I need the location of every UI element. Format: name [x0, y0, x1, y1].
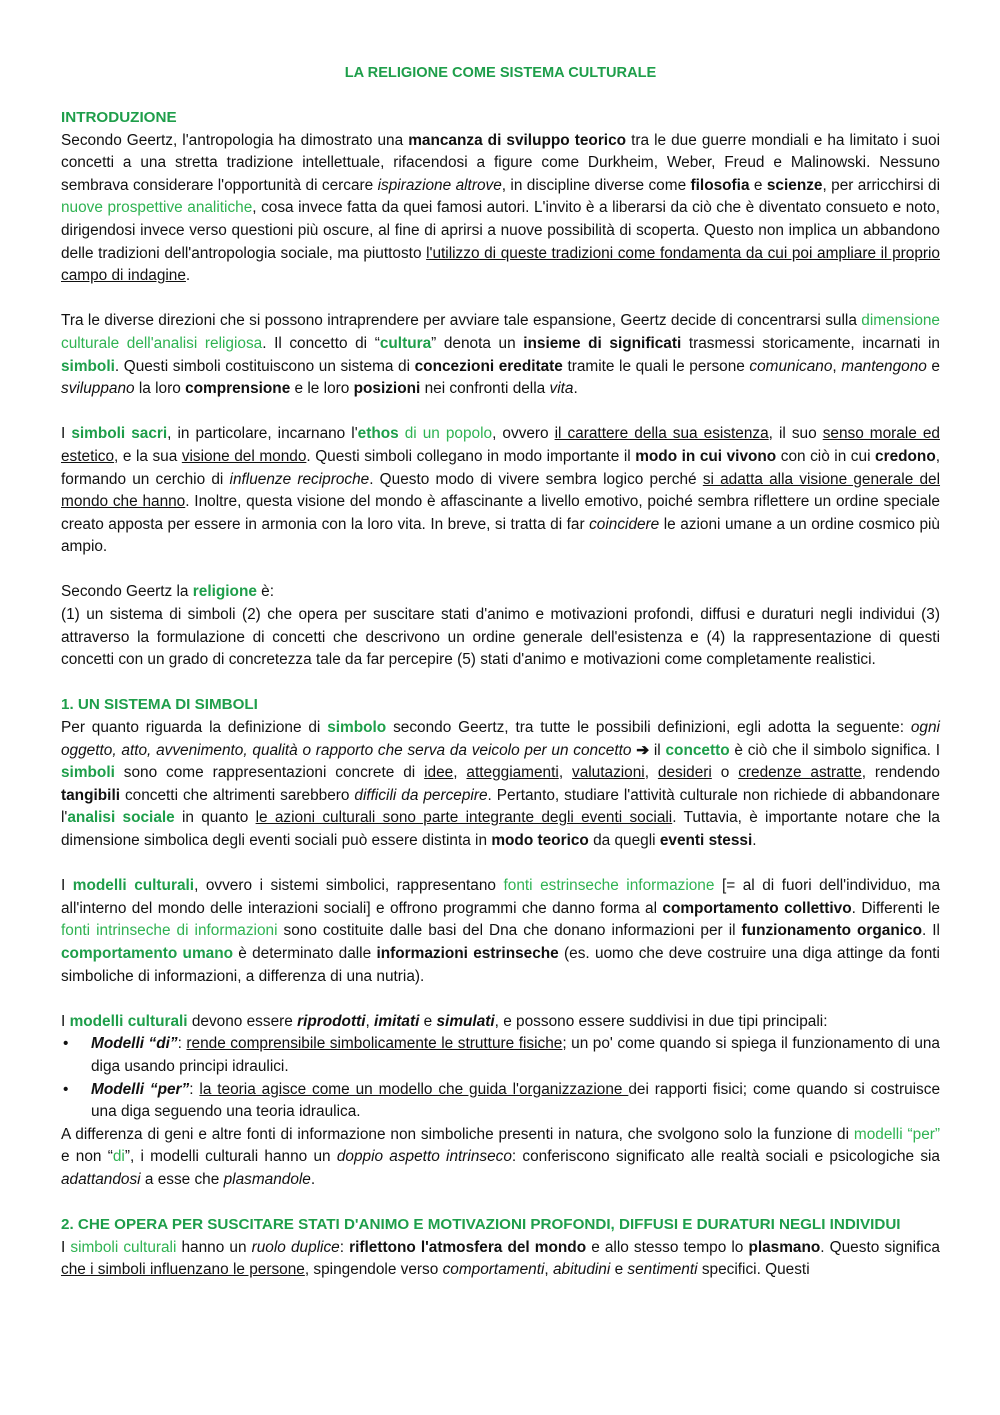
text-run: modo teorico [491, 832, 589, 849]
text-run: fonti estrinseche informazione [503, 877, 715, 895]
text-run: devono essere [187, 1012, 298, 1030]
text-run: di [112, 1148, 125, 1166]
text-run: il [649, 741, 666, 759]
text-run: , [558, 764, 572, 782]
text-run: ruolo duplice [251, 1238, 340, 1256]
text-run: dei rapporti fisici; come quando si costruisce una diga seguendo una teoria idraulica. [91, 1080, 940, 1121]
text-run: , il suo [768, 425, 823, 443]
document-title: LA RELIGIONE COME SISTEMA CULTURALE [344, 65, 657, 81]
text-run: nei confronti della [420, 380, 550, 398]
text-run: . Differenti le [851, 899, 940, 917]
text-run: , per arricchirsi di [822, 176, 940, 194]
text-run: riprodotti [297, 1012, 366, 1030]
text-run: concezioni ereditate [414, 357, 563, 375]
text-run: I [61, 1238, 71, 1256]
text-run: A differenza di geni e altre fonti di informazione non simboliche presenti in natura, che svolgono solo la funzione di [61, 1125, 854, 1143]
text-run: ”, i modelli culturali hanno un [124, 1148, 337, 1166]
text-run: Per quanto riguarda la definizione di [61, 719, 328, 737]
text-run: , in discipline diverse come [501, 176, 691, 194]
text-run: ethos [357, 425, 399, 443]
text-run: , [453, 764, 467, 782]
section-1-heading: 1. UN SISTEMA DI SIMBOLI [61, 696, 258, 714]
text-run: Tra le diverse direzioni che si possono intraprendere per avviare tale espansione, Geertz decide di concentrarsi sulla [61, 312, 862, 330]
text-run: con ciò in cui [776, 447, 876, 465]
text-run: cultura [379, 334, 432, 352]
text-run: , ovvero [492, 425, 555, 443]
text-run: la loro [134, 380, 186, 398]
text-run: mancanza di sviluppo teorico [408, 131, 627, 149]
text-run: valutazioni [572, 764, 645, 782]
text-run: dimensione culturale dell'analisi religiosa [61, 312, 940, 352]
text-run: il carattere della sua esistenza [554, 425, 769, 443]
text-run: . Questo significa [820, 1238, 940, 1256]
religion-definition-intro [61, 581, 940, 604]
text-run: . Inoltre, questa visione del mondo è affascinante a livello emotivo, poiché sembra riflettere un ordine speciale creato apposta per essere in armonia con la loro vita. In breve, si tratta di far [61, 493, 940, 533]
text-run: simulati [436, 1012, 495, 1030]
section-1-paragraph-4 [61, 1124, 940, 1192]
text-run: I [61, 877, 73, 895]
text-run: trasmessi storicamente, incarnati in [681, 334, 940, 352]
text-run: è: [256, 583, 275, 601]
text-run: . Il concetto di “ [262, 334, 380, 352]
list-item-modelli-per [61, 1079, 940, 1124]
text-run: . [573, 380, 578, 398]
text-run: : [189, 1080, 200, 1098]
text-run: le azioni culturali sono parte integrante degli eventi sociali [255, 809, 673, 827]
text-run: eventi stessi [659, 832, 753, 849]
text-run: plasmano [748, 1238, 821, 1256]
text-run: tramite le quali le persone [562, 357, 750, 375]
text-run: , e la sua [114, 447, 182, 465]
text-run: . Questi simboli costituiscono un sistema di [114, 357, 415, 375]
text-run: simboli sacri [71, 425, 168, 443]
text-run: modelli “per” [853, 1125, 941, 1143]
text-run: e allo stesso tempo lo [586, 1238, 749, 1256]
religion-definition [61, 604, 940, 672]
text-run: hanno un [176, 1238, 252, 1256]
bullet-icon: • [63, 1080, 69, 1098]
text-run: difficili da percepire [354, 786, 488, 804]
text-run: plasmandole [223, 1170, 311, 1188]
text-run: [= al di fuori dell'individuo, ma all'interno del mondo delle interazioni sociali] e offrono programmi che danno forma al [61, 877, 940, 917]
text-run: comunicano [749, 357, 833, 375]
text-run: coincidere [589, 515, 660, 533]
text-run: (1) un sistema di simboli (2) che opera per suscitare stati d'animo e motivazioni profondi, diffusi e duraturi negli individui (3) attraverso la formulazione di concetti che descrivono un ordine generale dell'esistenza e (4) la rappresentazione di questi concetti con un grado di concretezza tale da far percepire (5) stati d'animo e motivazioni come completamente realistici. [61, 606, 940, 669]
text-run: ; un po' come quando si spiega il funzionamento di una diga usando principi idraulici. [91, 1035, 940, 1075]
text-run: . [310, 1170, 316, 1188]
text-run: analisi sociale [67, 809, 175, 827]
bullet-icon: • [63, 1035, 69, 1053]
text-run: in quanto [174, 809, 256, 827]
text-run: , [832, 357, 842, 375]
list-item-text [91, 1035, 940, 1075]
text-run: religione [192, 583, 257, 601]
text-run: : [339, 1238, 350, 1256]
text-run: modelli culturali [69, 1012, 188, 1030]
text-run: (es. uomo che deve costruire una diga attinge da fonti simboliche di informazioni, a differenza di una nutria). [61, 944, 940, 985]
text-run: modo in cui vivono [635, 447, 777, 465]
text-run: abitudini [552, 1261, 611, 1279]
text-run: sono come rappresentazioni concrete di [114, 764, 425, 782]
cultural-models-list [61, 1033, 940, 1123]
text-run: comprensione [185, 380, 291, 398]
section-1-paragraph-2 [61, 875, 940, 988]
text-run: fonti intrinseche di informazioni [61, 922, 278, 940]
text-run: è determinato dalle [233, 944, 377, 962]
text-run: sviluppano [61, 380, 135, 398]
text-run: credono [875, 447, 936, 465]
text-run: si adatta alla visione generale del mondo che hanno [61, 470, 941, 511]
text-run: , e possono essere suddivisi in due tipi principali: [494, 1012, 828, 1030]
text-run: . Il [921, 922, 940, 940]
text-run: , cosa invece fatta da quei famosi autori. L'invito è a liberarsi da ciò che è diventato consueto e noto, dirigendosi invece verso questioni più oscure, al fine di aprirsi a nuove possibilità di scoperta. Questo non implica un abbandono delle tradizioni dell'antropologia sociale, ma piuttosto [61, 199, 940, 262]
text-run: : [177, 1035, 187, 1053]
text-run: doppio aspetto intrinseco [336, 1148, 512, 1166]
text-run: secondo Geertz, tra tutte le possibili definizioni, egli adotta la seguente: [386, 719, 911, 737]
text-run: . Questo modo di vivere sembra logico perché [369, 470, 703, 488]
section-1-paragraph-3 [61, 1011, 940, 1034]
text-run: l'utilizzo di queste tradizioni come fondamenta da cui poi ampliare il proprio campo di indagine [61, 244, 940, 285]
list-item-modelli-di [61, 1033, 940, 1078]
text-run: modelli culturali [72, 877, 195, 895]
text-run: e [926, 357, 940, 375]
text-run: concetti che altrimenti sarebbero [120, 786, 355, 804]
text-run: atteggiamenti [466, 764, 559, 782]
intro-heading: INTRODUZIONE [61, 109, 177, 126]
text-run: comportamento umano [61, 944, 234, 962]
intro-paragraph-3 [61, 423, 940, 559]
text-run: e [419, 1012, 437, 1030]
text-run: la teoria agisce come un modello che guida l'organizzazione [199, 1080, 629, 1098]
text-run: filosofia [690, 176, 750, 194]
text-run: comportamento collettivo [662, 899, 852, 917]
text-run: Secondo Geertz, l'antropologia ha dimostrato una [61, 131, 409, 149]
section-2-paragraph-1 [61, 1237, 940, 1282]
text-run: , ovvero i sistemi simbolici, rappresentano [194, 877, 504, 895]
list-item-text [91, 1081, 940, 1121]
text-run: visione del mondo [181, 447, 307, 465]
text-run: e non “ [61, 1148, 113, 1166]
section-1-paragraph-1 [61, 717, 940, 853]
text-run: imitati [374, 1012, 420, 1030]
text-run: ispirazione altrove [377, 176, 502, 194]
text-run: rende comprensibile simbolicamente le strutture fisiche [186, 1035, 563, 1053]
text-run: e [749, 176, 767, 194]
text-run: insieme di significati [523, 334, 682, 352]
text-run: tra le due guerre mondiali e ha limitato i suoi concetti a una stretta tradizione intellettuale, rifacendosi a figure come Durkheim, Weber, Freud e Malinowski. Nessuno sembrava considerare l'opportunità di cercare [61, 131, 941, 194]
text-run: a esse che [140, 1170, 224, 1188]
text-run: , [644, 764, 658, 782]
text-run: . Questi simboli collegano in modo importante il [306, 447, 636, 465]
text-run: simboli [61, 357, 115, 375]
text-run: , in particolare, incarnano l' [167, 425, 358, 443]
text-run: simbolo [327, 719, 387, 737]
text-run: che i simboli influenzano le persone [61, 1261, 305, 1279]
text-run: o [711, 764, 739, 782]
text-run: sentimenti [627, 1261, 698, 1279]
text-run: da quegli [588, 832, 660, 849]
text-run: senso morale ed estetico [61, 425, 940, 465]
text-run: comportamenti [442, 1261, 545, 1279]
text-run: funzionamento organico [741, 922, 922, 940]
text-run: idee [424, 764, 454, 782]
text-run: simboli culturali [70, 1238, 177, 1256]
text-run: , [544, 1261, 553, 1279]
text-run: mantengono [841, 357, 927, 375]
text-run: influenze reciproche [229, 470, 370, 488]
text-run: sono costituite dalle basi del Dna che donano informazioni per il [277, 922, 742, 940]
text-run: . [185, 267, 191, 285]
text-run: adattandosi [61, 1170, 141, 1188]
text-run: desideri [657, 764, 712, 782]
section-2-heading: 2. CHE OPERA PER SUSCITARE STATI D'ANIMO E MOTIVAZIONI PROFONDI, DIFFUSI E DURATURI NEGLI INDIVIDUI [61, 1216, 901, 1234]
text-run: . [752, 832, 757, 849]
text-run: I [61, 1012, 70, 1030]
text-run: di un popolo [398, 425, 493, 443]
text-run: simboli [61, 764, 115, 782]
text-run: e [610, 1261, 628, 1279]
text-run: ” denota un [431, 334, 524, 352]
text-run: ➔ [636, 741, 650, 759]
text-run: , [365, 1012, 375, 1030]
text-run: riflettono l'atmosfera del mondo [349, 1238, 587, 1256]
text-run: informazioni estrinseche [376, 944, 559, 962]
text-run: concetto [665, 741, 730, 759]
text-run: tangibili [61, 786, 120, 804]
text-run: vita [549, 380, 574, 398]
text-run: I [61, 425, 72, 443]
text-run: posizioni [353, 380, 421, 398]
text-run: Modelli “di” [91, 1035, 178, 1053]
text-run: : conferiscono significato alle realtà sociali e psicologiche sia [511, 1148, 940, 1166]
text-run: . Pertanto, studiare l'attività culturale non richiede di abbandonare l' [61, 786, 940, 827]
text-run: scienze [766, 176, 823, 194]
intro-paragraph-2 [61, 310, 940, 400]
text-run: Secondo Geertz la [61, 583, 193, 601]
text-run: le azioni umane a un ordine cosmico più ampio. [61, 515, 940, 556]
intro-paragraph-1 [61, 130, 940, 288]
text-run: e le loro [290, 380, 354, 398]
text-run: , formando un cerchio di [61, 447, 941, 488]
text-run: , spingendole verso [304, 1261, 443, 1279]
text-run: . Tuttavia, è importante notare che la dimensione simbolica degli eventi sociali può essere distinta in [61, 809, 940, 849]
text-run: , rendendo [861, 764, 940, 782]
text-run: ogni oggetto, atto, avvenimento, qualità o rapporto che serva da veicolo per un concetto [61, 719, 940, 759]
text-run: è ciò che il simbolo significa. I [729, 741, 940, 759]
text-run: credenze astratte [738, 764, 862, 782]
text-run: nuove prospettive analitiche [61, 199, 253, 217]
text-run: Modelli “per” [91, 1080, 190, 1098]
text-run: specifici. Questi [697, 1261, 810, 1279]
